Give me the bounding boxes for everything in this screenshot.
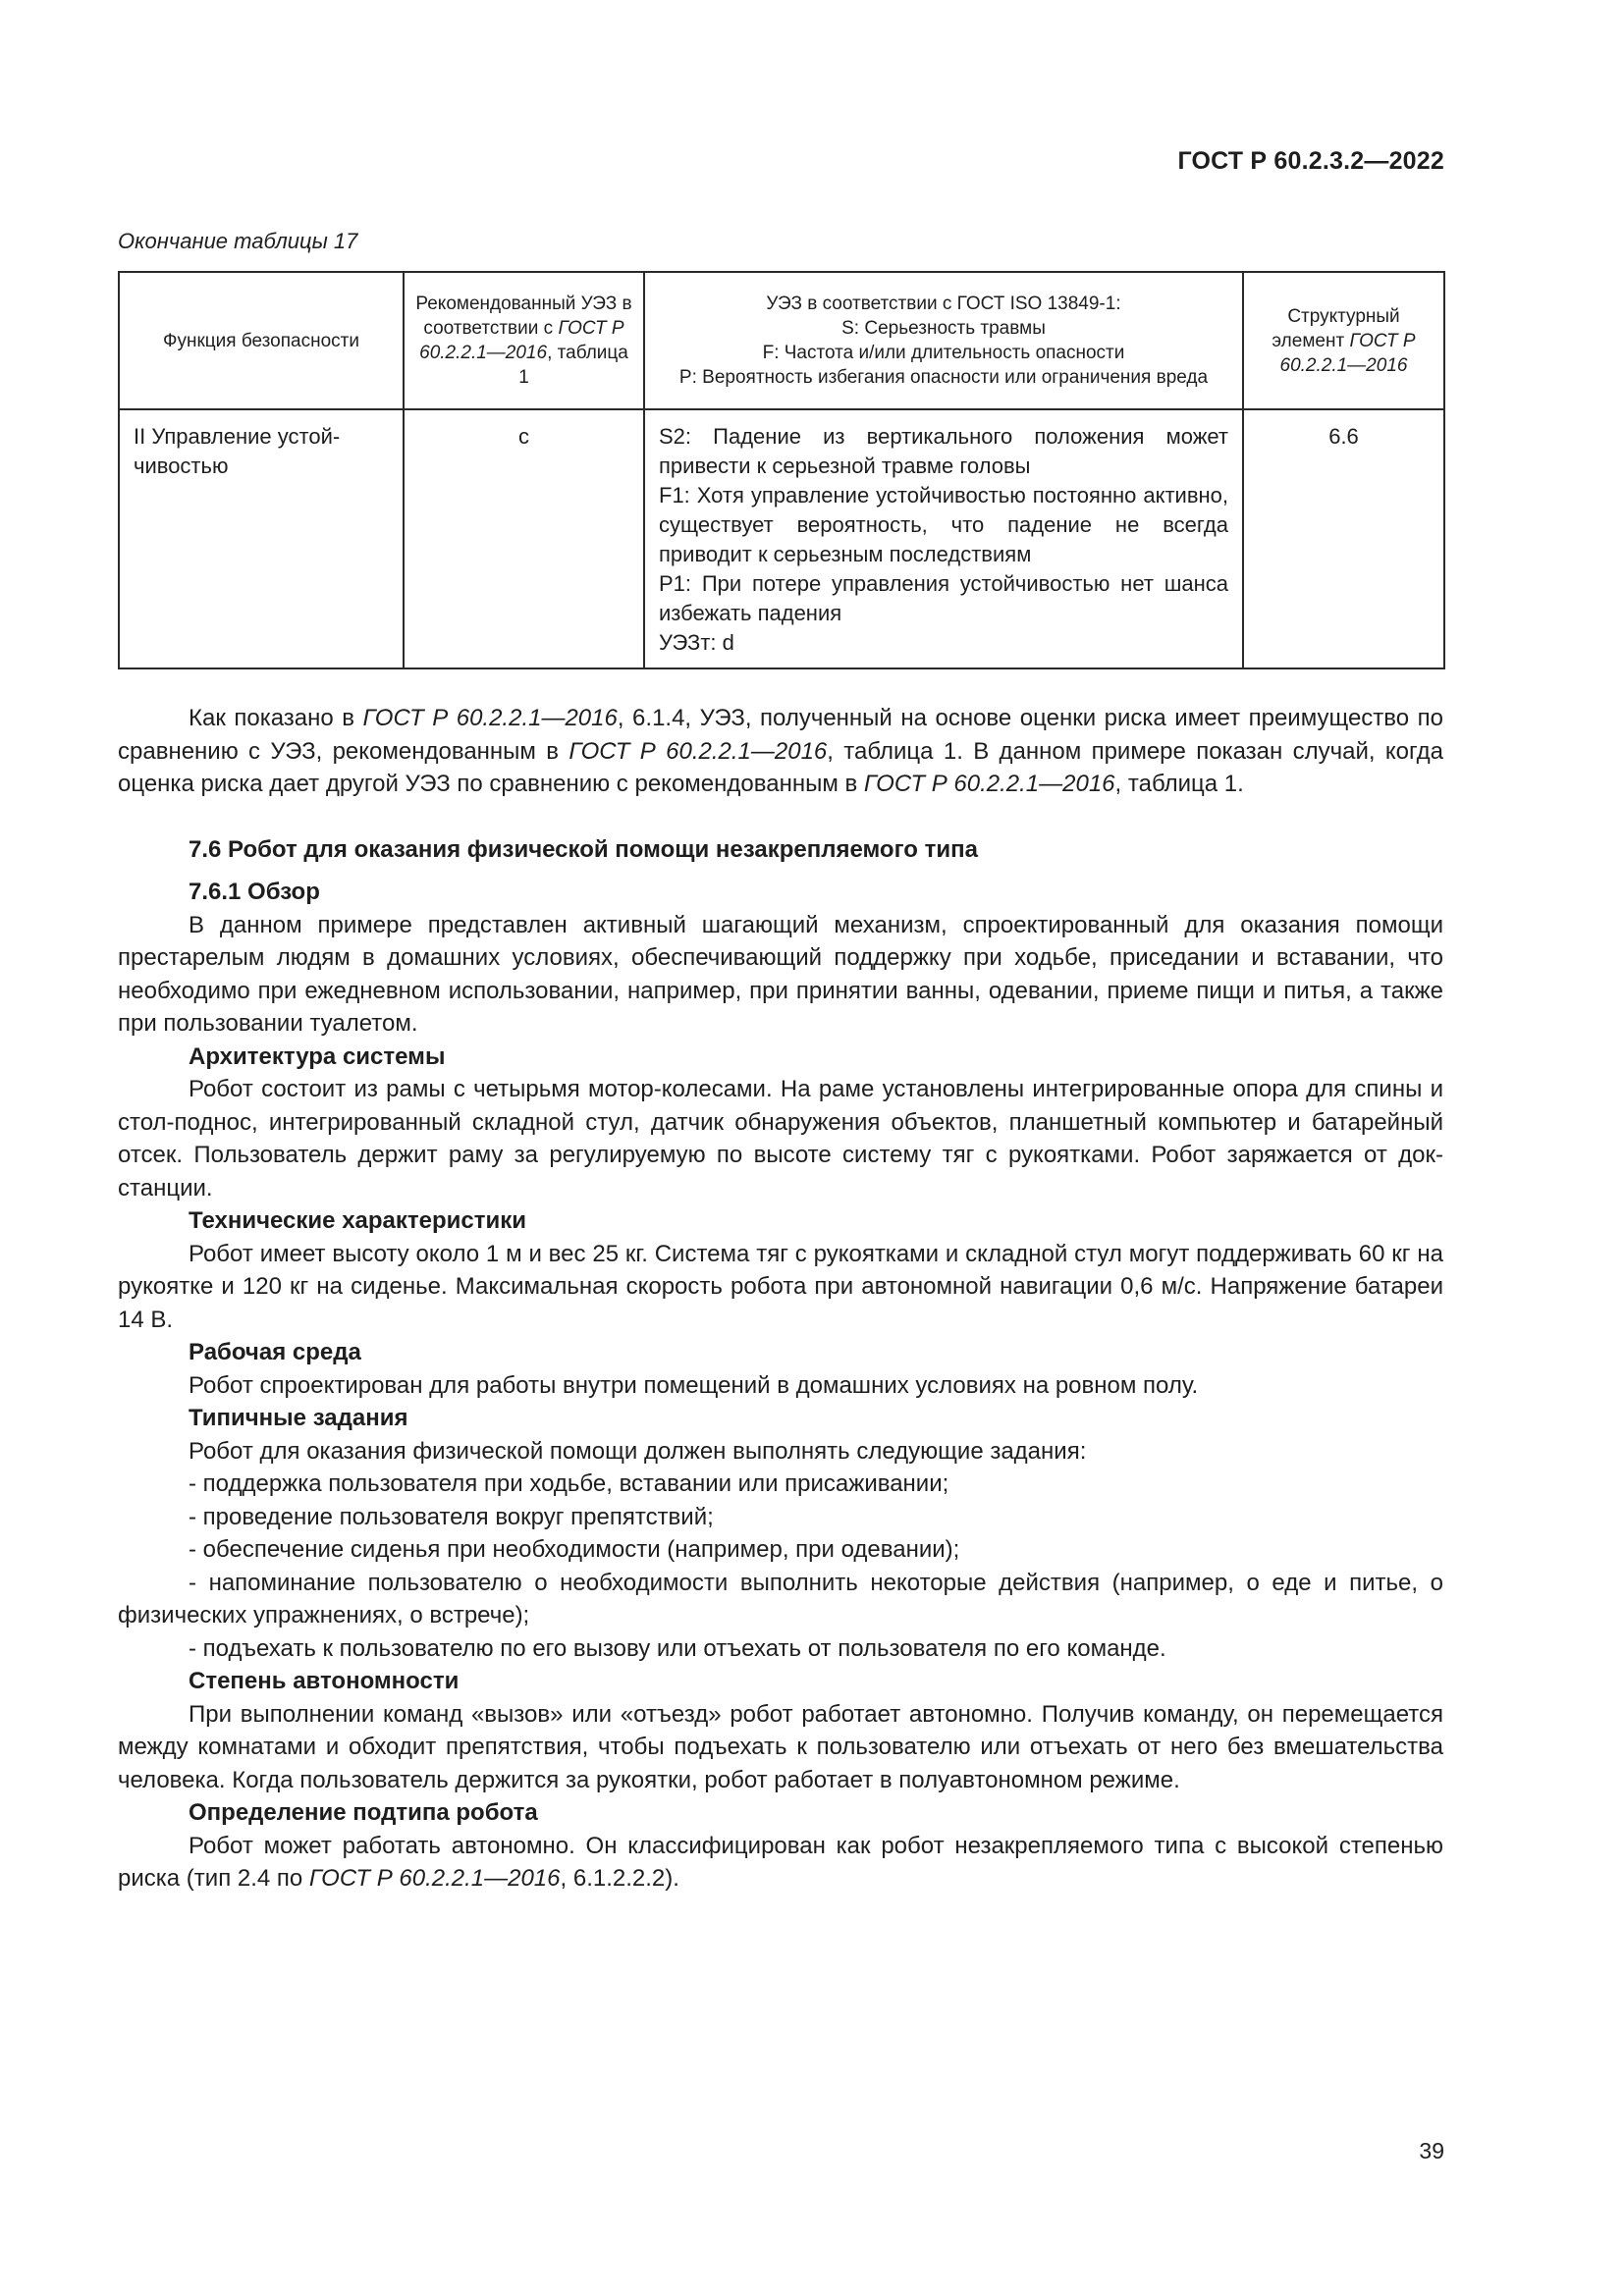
header-safety-function-text: Функция безопасности (163, 330, 359, 351)
list-item: - напоминание пользователю о необходимости выполнить некоторые действия (например, о еде и питье, о физических упражнениях, о встрече); (118, 1569, 1443, 1629)
cell-function: II Управление устойчивостью (119, 409, 404, 668)
cell-p1: P1: При потере управления устойчивостью нет шанса избежать падения (659, 571, 1228, 625)
para1-text-b: , 6.1.4, УЭЗ, полученный на основе оценки риска имеет преимущество по сравнению с УЭЗ, рекомендованным в (118, 705, 1443, 765)
para1-text-a: Как показано в (189, 705, 363, 731)
spacer (118, 866, 1443, 876)
header-pl-iso-line1: УЭЗ в соответствии с ГОСТ ISO 13849-1: (766, 294, 1121, 314)
header-recommended-pl-tail: , таблица 1 (518, 343, 628, 388)
cell-recommended: c (404, 409, 644, 668)
heading-subtype: Определение подтипа робота (189, 1799, 538, 1826)
list-item: - проведение пользователя вокруг препятствий; (189, 1503, 714, 1530)
header-pl-iso-line2: S: Серьезность травмы (841, 318, 1046, 339)
spacer (118, 801, 1443, 833)
para1-ref-2: ГОСТ Р 60.2.2.1—2016 (568, 737, 828, 765)
header-pl-iso (644, 272, 1243, 409)
paragraph-subtype (118, 1830, 1443, 1896)
document-number: ГОСТ Р 60.2.3.2—2022 (1177, 147, 1444, 175)
header-recommended-pl-text: Рекомендованный УЭЗ в соответствии с (415, 294, 632, 339)
list-item: - обеспечение сиденья при необходимости (например, при одевании); (189, 1536, 960, 1563)
subtype-text-a: Робот может работать автономно. Он классифицирован как робот незакрепляемого типа с высокой степенью риска (тип 2.4 по (118, 1832, 1443, 1892)
cell-element: 6.6 (1243, 409, 1444, 668)
heading-tasks: Типичные задания (189, 1405, 408, 1431)
header-pl-iso-line4: P: Вероятность избегания опасности или ограничения вреда (678, 367, 1209, 388)
table-header-row (119, 272, 1444, 409)
header-structural-element-ref: ГОСТ Р 60.2.2.1—2016 (1279, 330, 1416, 376)
header-structural-element (1243, 272, 1444, 409)
paragraph-risk-assessment (118, 702, 1443, 801)
table-caption: Окончание таблицы 17 (118, 229, 358, 253)
section-title: 7.6 Робот для оказания физической помощи незакрепляемого типа (189, 835, 978, 863)
paragraph-overview: В данном примере представлен активный шагающий механизм, спроектированный для оказания помощи престарелым людям в домашних условиях, обеспечивающий поддержку при ходьбе, приседании и вставании, что необходимо при ежедневном использовании, например, при принятии ванны, одевании, приеме пищи и питья, а также при пользовании туалетом. (118, 911, 1443, 1037)
paragraph-autonomy: При выполнении команд «вызов» или «отъезд» робот работает автономно. Получив команду, он перемещается между комнатами и обходит препятствия, чтобы подъехать к пользователю или отъехать от него без вмешательства человека. Когда пользователь держится за рукоятки, робот работает в полуавтономном режиме. (118, 1700, 1443, 1793)
paragraph-technical: Робот имеет высоту около 1 м и вес 25 кг. Система тяг с рукоятками и складной стул могут поддерживать 60 кг на рукоятке и 120 кг на сиденье. Максимальная скорость робота при автономной навигации 0,6 м/с. Напряжение батареи 14 В. (118, 1240, 1443, 1333)
header-safety-function (119, 272, 404, 409)
header-structural-element-text: Структурный элемент (1272, 305, 1400, 351)
paragraph-environment: Робот спроектирован для работы внутри помещений в домашних условиях на ровном полу. (189, 1371, 1199, 1399)
cell-uezt: УЭЗт: d (659, 630, 734, 655)
list-item: - подъехать к пользователю по его вызову или отъехать от пользователя по его команде. (189, 1634, 1166, 1662)
header-recommended-pl (404, 272, 644, 409)
paragraph-tasks-intro: Робот для оказания физической помощи должен выполнять следующие задания: (189, 1437, 1087, 1465)
list-item: - поддержка пользователя при ходьбе, вставании или присаживании; (189, 1470, 949, 1497)
body-content (118, 702, 1443, 1896)
heading-architecture: Архитектура системы (189, 1042, 446, 1070)
header-pl-iso-line3: F: Частота и/или длительность опасности (762, 343, 1125, 363)
cell-pl-details (644, 409, 1243, 668)
subsection-title: 7.6.1 Обзор (189, 879, 320, 905)
heading-autonomy: Степень автономности (189, 1668, 460, 1694)
para1-ref-3: ГОСТ Р 60.2.2.1—2016 (863, 771, 1115, 797)
cell-s2: S2: Падение из вертикального положения может привести к серьезной травме головы (659, 424, 1228, 478)
heading-technical: Технические характеристики (189, 1207, 527, 1234)
safety-function-table (118, 271, 1445, 669)
para1-ref-1: ГОСТ Р 60.2.2.1—2016 (362, 705, 618, 731)
paragraph-architecture: Робот состоит из рамы с четырьмя мотор-колесами. На раме установлены интегрированные опора для спины и стол-поднос, интегрированный складной стул, датчик обнаружения объектов, планшетный компьютер и батарейный отсек. Пользователь держит раму за регулируемую по высоте систему тяг с рукоятками. Робот заряжается от док-станции. (118, 1076, 1443, 1201)
table-row (119, 409, 1444, 668)
subtype-ref: ГОСТ Р 60.2.2.1—2016 (308, 1865, 561, 1892)
para1-text-d: , таблица 1. (1114, 771, 1244, 797)
header-recommended-pl-ref: ГОСТ Р 60.2.2.1—2016 (419, 318, 624, 363)
heading-environment: Рабочая среда (189, 1339, 361, 1365)
cell-f1: F1: Хотя управление устойчивостью постоянно активно, существует вероятность, что падение не всегда приводит к серьезным последствиям (659, 483, 1228, 566)
page-number: 39 (1419, 2138, 1444, 2163)
subtype-text-b: , 6.1.2.2.2). (560, 1865, 679, 1892)
para1-text-c: , таблица 1. В данном примере показан случай, когда оценка риска дает другой УЭЗ по сравнению с рекомендованным в (118, 737, 1444, 797)
